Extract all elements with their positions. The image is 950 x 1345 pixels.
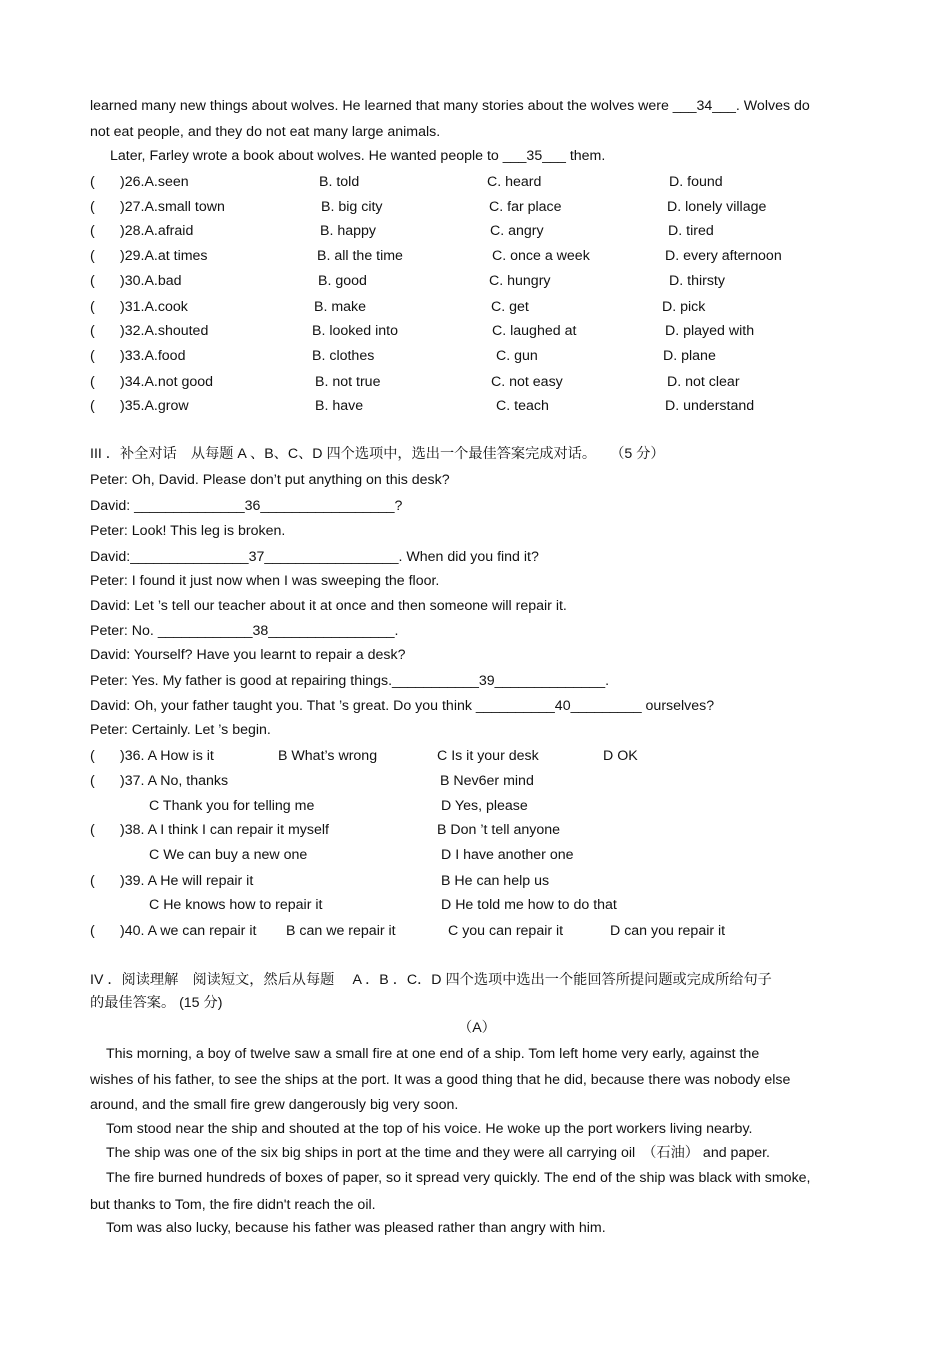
dialogue-line: Peter: I found it just now when I was sweeping the floor. — [90, 573, 440, 589]
passage-line: not eat people, and they do not eat many large animals. — [90, 124, 441, 140]
question-bracket: ( — [90, 223, 95, 239]
option-c: C Is it your desk — [437, 748, 539, 764]
option-c: C He knows how to repair it — [149, 897, 323, 913]
option-b: B can we repair it — [286, 923, 396, 939]
option-c: C. teach — [496, 398, 549, 414]
option-a: )35.A.grow — [120, 398, 189, 414]
option-b: B. clothes — [312, 348, 375, 364]
option-c: C you can repair it — [448, 923, 564, 939]
option-d: D. thirsty — [669, 273, 725, 289]
question-bracket: ( — [90, 273, 95, 289]
option-c: C. laughed at — [492, 323, 577, 339]
option-c: C We can buy a new one — [149, 847, 308, 863]
option-d: D. every afternoon — [665, 248, 782, 264]
passage-line: but thanks to Tom, the fire didn't reach the oil. — [90, 1197, 376, 1213]
option-c: C. angry — [490, 223, 544, 239]
option-c: C. get — [491, 299, 529, 315]
question-bracket: ( — [90, 299, 95, 315]
option-a: )28.A.afraid — [120, 223, 194, 239]
option-d: D OK — [603, 748, 638, 764]
option-a: )34.A.not good — [120, 374, 214, 390]
section-heading: 的最佳答案。 (15 分) — [90, 995, 223, 1011]
option-d: D He told me how to do that — [441, 897, 617, 913]
option-a: )40. A we can repair it — [120, 923, 257, 939]
question-bracket: ( — [90, 199, 95, 215]
option-c: C. far place — [489, 199, 562, 215]
option-c: C. hungry — [489, 273, 551, 289]
option-c: C. gun — [496, 348, 538, 364]
question-bracket: ( — [90, 923, 95, 939]
passage-label: （A） — [458, 1020, 496, 1036]
option-a: )39. A He will repair it — [120, 873, 254, 889]
option-d: D. understand — [665, 398, 755, 414]
question-bracket: ( — [90, 348, 95, 364]
option-b: B. told — [319, 174, 360, 190]
option-a: )31.A.cook — [120, 299, 188, 315]
option-d: D. lonely village — [667, 199, 767, 215]
option-b: B. good — [318, 273, 367, 289]
option-b: B What’s wrong — [278, 748, 378, 764]
question-bracket: ( — [90, 323, 95, 339]
dialogue-line: David: ______________36_________________? — [90, 498, 403, 514]
option-a: )26.A.seen — [120, 174, 189, 190]
section-heading: III ．补全对话 从每题 A 、B、C、D 四个选项中，选出一个最佳答案完成对话。 （5 分） — [90, 446, 665, 462]
section-heading: IV ．阅读理解 阅读短文，然后从每题 A ．B ．C．D 四个选项中选出一个能回答所提问题或完成所给句子 — [90, 972, 772, 988]
option-b: B. big city — [321, 199, 383, 215]
dialogue-line: Peter: Oh, David. Please don’t put anything on this desk? — [90, 472, 450, 488]
option-b: B. looked into — [312, 323, 398, 339]
question-bracket: ( — [90, 773, 95, 789]
passage-line: The fire burned hundreds of boxes of paper, so it spread very quickly. The end of the ship was black with smoke, — [106, 1170, 811, 1186]
option-d: D Yes, please — [441, 798, 528, 814]
option-b: B. not true — [315, 374, 381, 390]
option-a: )36. A How is it — [120, 748, 214, 764]
question-bracket: ( — [90, 822, 95, 838]
passage-line: Later, Farley wrote a book about wolves. He wanted people to ___35___ them. — [110, 148, 606, 164]
option-d: D. not clear — [667, 374, 740, 390]
option-b: B Nev6er mind — [440, 773, 534, 789]
dialogue-line: David: Yourself? Have you learnt to repair a desk? — [90, 647, 406, 663]
option-a: )32.A.shouted — [120, 323, 209, 339]
passage-line: Tom stood near the ship and shouted at the top of his voice. He woke up the port workers living nearby. — [106, 1121, 753, 1137]
passage-line: The ship was one of the six big ships in port at the time and they were all carrying oil （石油） and paper. — [106, 1145, 770, 1161]
option-d: D. pick — [662, 299, 706, 315]
option-a: )38. A I think I can repair it myself — [120, 822, 329, 838]
question-bracket: ( — [90, 174, 95, 190]
dialogue-line: Peter: Look! This leg is broken. — [90, 523, 286, 539]
option-c: C. once a week — [492, 248, 590, 264]
question-bracket: ( — [90, 873, 95, 889]
option-a: )29.A.at times — [120, 248, 208, 264]
option-d: D can you repair it — [610, 923, 726, 939]
option-a: )30.A.bad — [120, 273, 182, 289]
dialogue-line: Peter: Yes. My father is good at repairing things.___________39______________. — [90, 673, 610, 689]
option-b: B Don ’t tell anyone — [437, 822, 561, 838]
passage-line: wishes of his father, to see the ships at the port. It was a good thing that he did, because there was nobody else — [90, 1072, 791, 1088]
option-d: D. plane — [663, 348, 716, 364]
option-d: D. tired — [668, 223, 714, 239]
dialogue-line: David: Let ’s tell our teacher about it at once and then someone will repair it. — [90, 598, 567, 614]
option-d: D. played with — [665, 323, 755, 339]
passage-line: learned many new things about wolves. He learned that many stories about the wolves were ___34___. Wolves do — [90, 98, 810, 114]
option-c: C. not easy — [491, 374, 563, 390]
option-a: )27.A.small town — [120, 199, 225, 215]
dialogue-line: David:_______________37_________________. When did you find it? — [90, 549, 539, 565]
question-bracket: ( — [90, 398, 95, 414]
option-b: B. have — [315, 398, 364, 414]
passage-line: around, and the small fire grew dangerously big very soon. — [90, 1097, 459, 1113]
dialogue-line: Peter: Certainly. Let ’s begin. — [90, 722, 271, 738]
question-bracket: ( — [90, 374, 95, 390]
option-b: B. happy — [320, 223, 377, 239]
dialogue-line: David: Oh, your father taught you. That ’s great. Do you think __________40_________ ourselves? — [90, 698, 715, 714]
option-c: C. heard — [487, 174, 542, 190]
passage-line: This morning, a boy of twelve saw a small fire at one end of a ship. Tom left home very early, against the — [106, 1046, 760, 1062]
option-c: C Thank you for telling me — [149, 798, 315, 814]
dialogue-line: Peter: No. ____________38________________. — [90, 623, 399, 639]
option-b: B. make — [314, 299, 367, 315]
passage-line: Tom was also lucky, because his father was pleased rather than angry with him. — [106, 1220, 606, 1236]
question-bracket: ( — [90, 748, 95, 764]
option-a: )37. A No, thanks — [120, 773, 229, 789]
option-d: D I have another one — [441, 847, 574, 863]
option-b: B. all the time — [317, 248, 403, 264]
question-bracket: ( — [90, 248, 95, 264]
option-a: )33.A.food — [120, 348, 186, 364]
option-b: B He can help us — [441, 873, 550, 889]
option-d: D. found — [669, 174, 723, 190]
